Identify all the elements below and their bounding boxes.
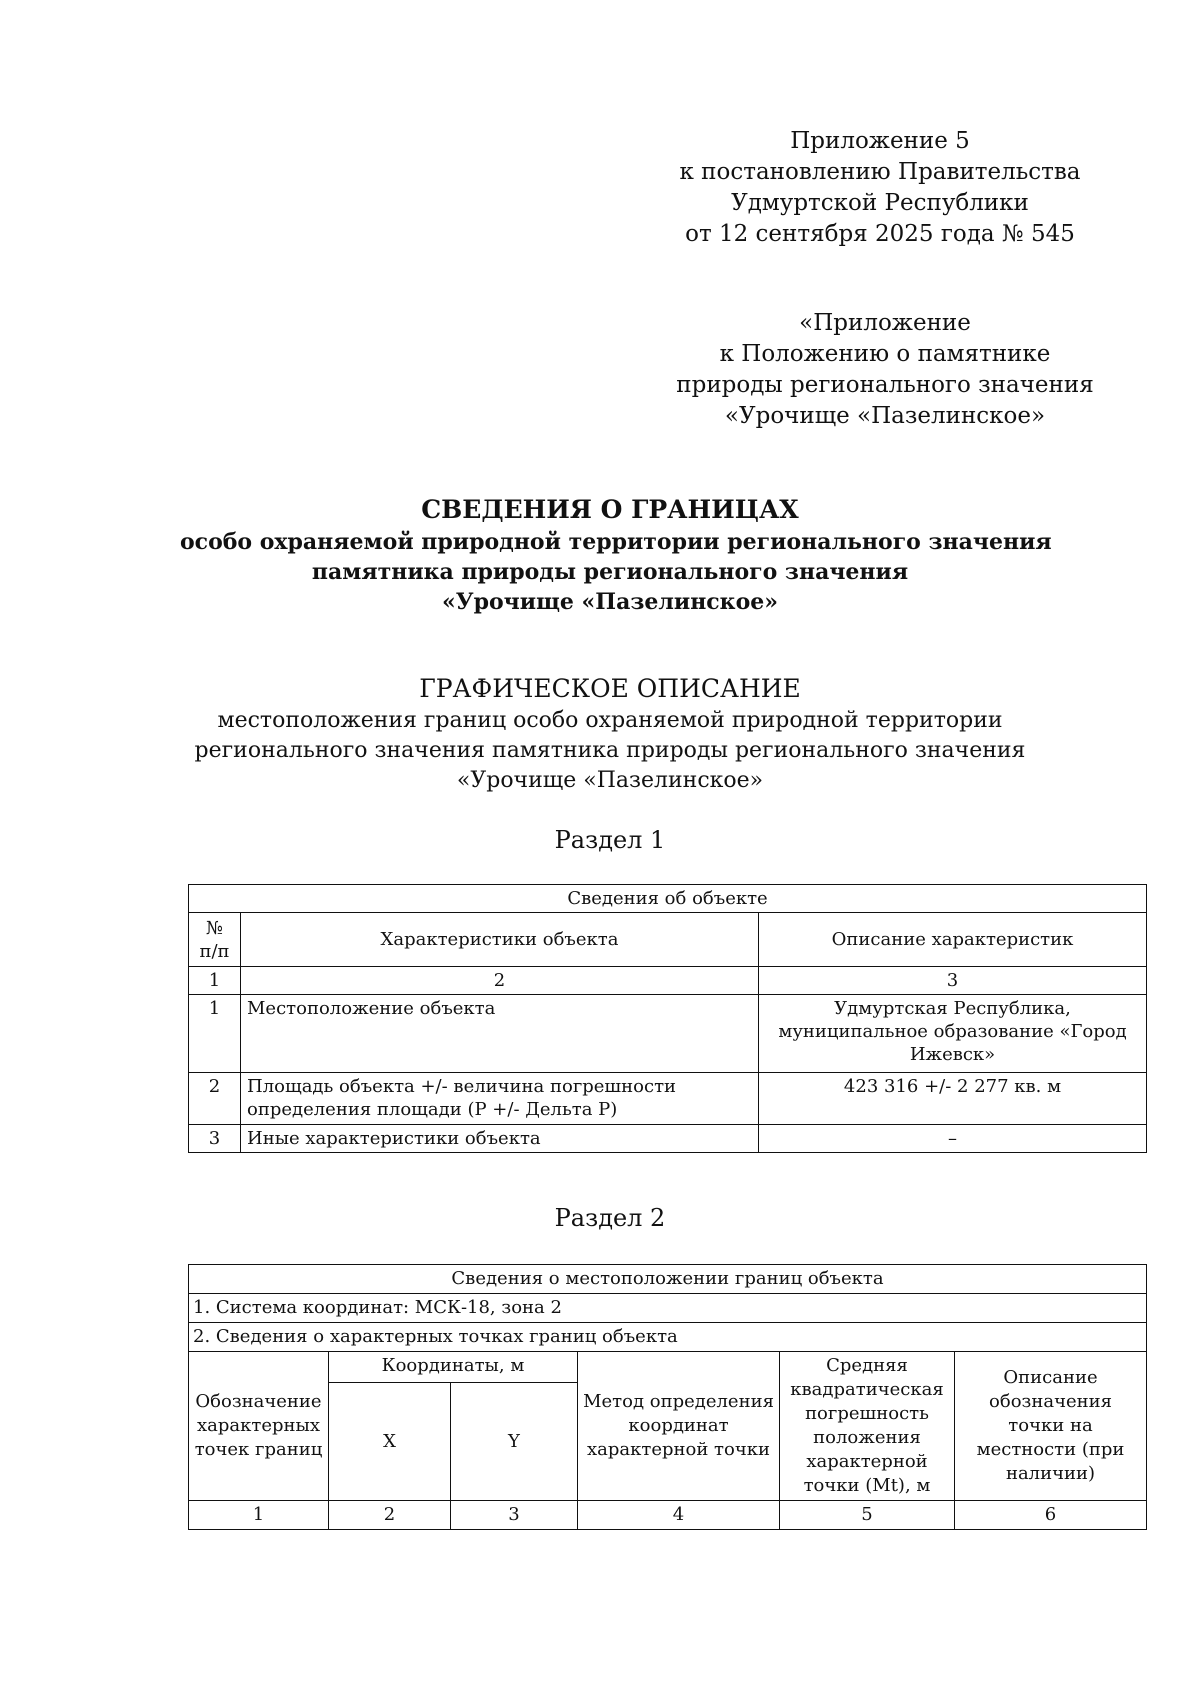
row-characteristic: Площадь объекта +/- величина погрешности определения площади (P +/- Дельта P) <box>241 1073 759 1125</box>
table1-header-description: Описание характеристик <box>759 913 1147 967</box>
appendix-line: от 12 сентября 2025 года № 545 <box>685 221 1075 247</box>
table-row <box>189 1125 1147 1153</box>
appendix-line: Удмуртской Республики <box>731 190 1029 216</box>
graphic-subheading-line: «Урочище «Пазелинское» <box>456 768 764 793</box>
info-subheading-line: особо охраняемой природной территории регионального значения <box>180 529 1052 555</box>
points-title: 2. Сведения о характерных точках границ объекта <box>189 1323 1147 1352</box>
sub-appendix-line: природы регионального значения <box>676 372 1094 398</box>
table2-colnum: 3 <box>451 1501 578 1530</box>
row-value: 423 316 +/- 2 277 кв. м <box>759 1073 1147 1125</box>
table-row <box>189 995 1147 1073</box>
row-number: 2 <box>189 1073 241 1125</box>
appendix-line: Приложение 5 <box>790 128 970 154</box>
graphic-subheading-line: местоположения границ особо охраняемой природной территории <box>217 708 1003 733</box>
info-title <box>180 493 1052 617</box>
section1-label: Раздел 1 <box>554 826 666 854</box>
header-designation: Обозначение характерных точек границ <box>189 1352 329 1501</box>
section2-label: Раздел 2 <box>554 1204 666 1232</box>
header-y: Y <box>451 1383 578 1501</box>
info-heading: СВЕДЕНИЯ О ГРАНИЦАХ <box>421 495 799 524</box>
sub-appendix-line: «Урочище «Пазелинское» <box>724 403 1046 429</box>
table1-colnum: 3 <box>759 967 1147 995</box>
table2-caption: Сведения о местоположении границ объекта <box>189 1265 1147 1294</box>
info-subheading-line: «Урочище «Пазелинское» <box>442 589 778 615</box>
appendix-header <box>615 126 1145 250</box>
table1-header-characteristic: Характеристики объекта <box>241 913 759 967</box>
sub-appendix-header <box>650 308 1120 432</box>
row-value: Удмуртская Республика, муниципальное образование «Город Ижевск» <box>759 995 1147 1073</box>
table1-header-number: № п/п <box>189 913 241 967</box>
coordinate-system: 1. Система координат: МСК-18, зона 2 <box>189 1294 1147 1323</box>
header-x: X <box>329 1383 451 1501</box>
header-description: Описание обозначения точки на местности (при наличии) <box>955 1352 1147 1501</box>
row-value: – <box>759 1125 1147 1153</box>
header-error: Средняя квадратическая погрешность положения характерной точки (Mt), м <box>780 1352 955 1501</box>
header-coordinates: Координаты, м <box>329 1352 578 1383</box>
graphic-title <box>180 672 1040 796</box>
table2-colnum: 6 <box>955 1501 1147 1530</box>
table2-colnum: 2 <box>329 1501 451 1530</box>
table1-caption: Сведения об объекте <box>189 885 1147 913</box>
sub-appendix-line: «Приложение <box>799 310 971 336</box>
row-characteristic: Иные характеристики объекта <box>241 1125 759 1153</box>
row-number: 3 <box>189 1125 241 1153</box>
graphic-heading: ГРАФИЧЕСКОЕ ОПИСАНИЕ <box>419 674 801 703</box>
row-characteristic: Местоположение объекта <box>241 995 759 1073</box>
appendix-line: к постановлению Правительства <box>679 159 1081 185</box>
row-number: 1 <box>189 995 241 1073</box>
sub-appendix-line: к Положению о памятнике <box>719 341 1051 367</box>
object-info-table <box>188 884 1147 1153</box>
table2-colnum: 4 <box>578 1501 780 1530</box>
table1-colnum: 1 <box>189 967 241 995</box>
info-subheading-line: памятника природы регионального значения <box>311 559 909 585</box>
table1-colnum: 2 <box>241 967 759 995</box>
graphic-subheading-line: регионального значения памятника природы регионального значения <box>194 738 1026 763</box>
table2-colnum: 5 <box>780 1501 955 1530</box>
boundary-points-table <box>188 1264 1147 1530</box>
header-method: Метод определения координат характерной точки <box>578 1352 780 1501</box>
table-row <box>189 1073 1147 1125</box>
table2-colnum: 1 <box>189 1501 329 1530</box>
